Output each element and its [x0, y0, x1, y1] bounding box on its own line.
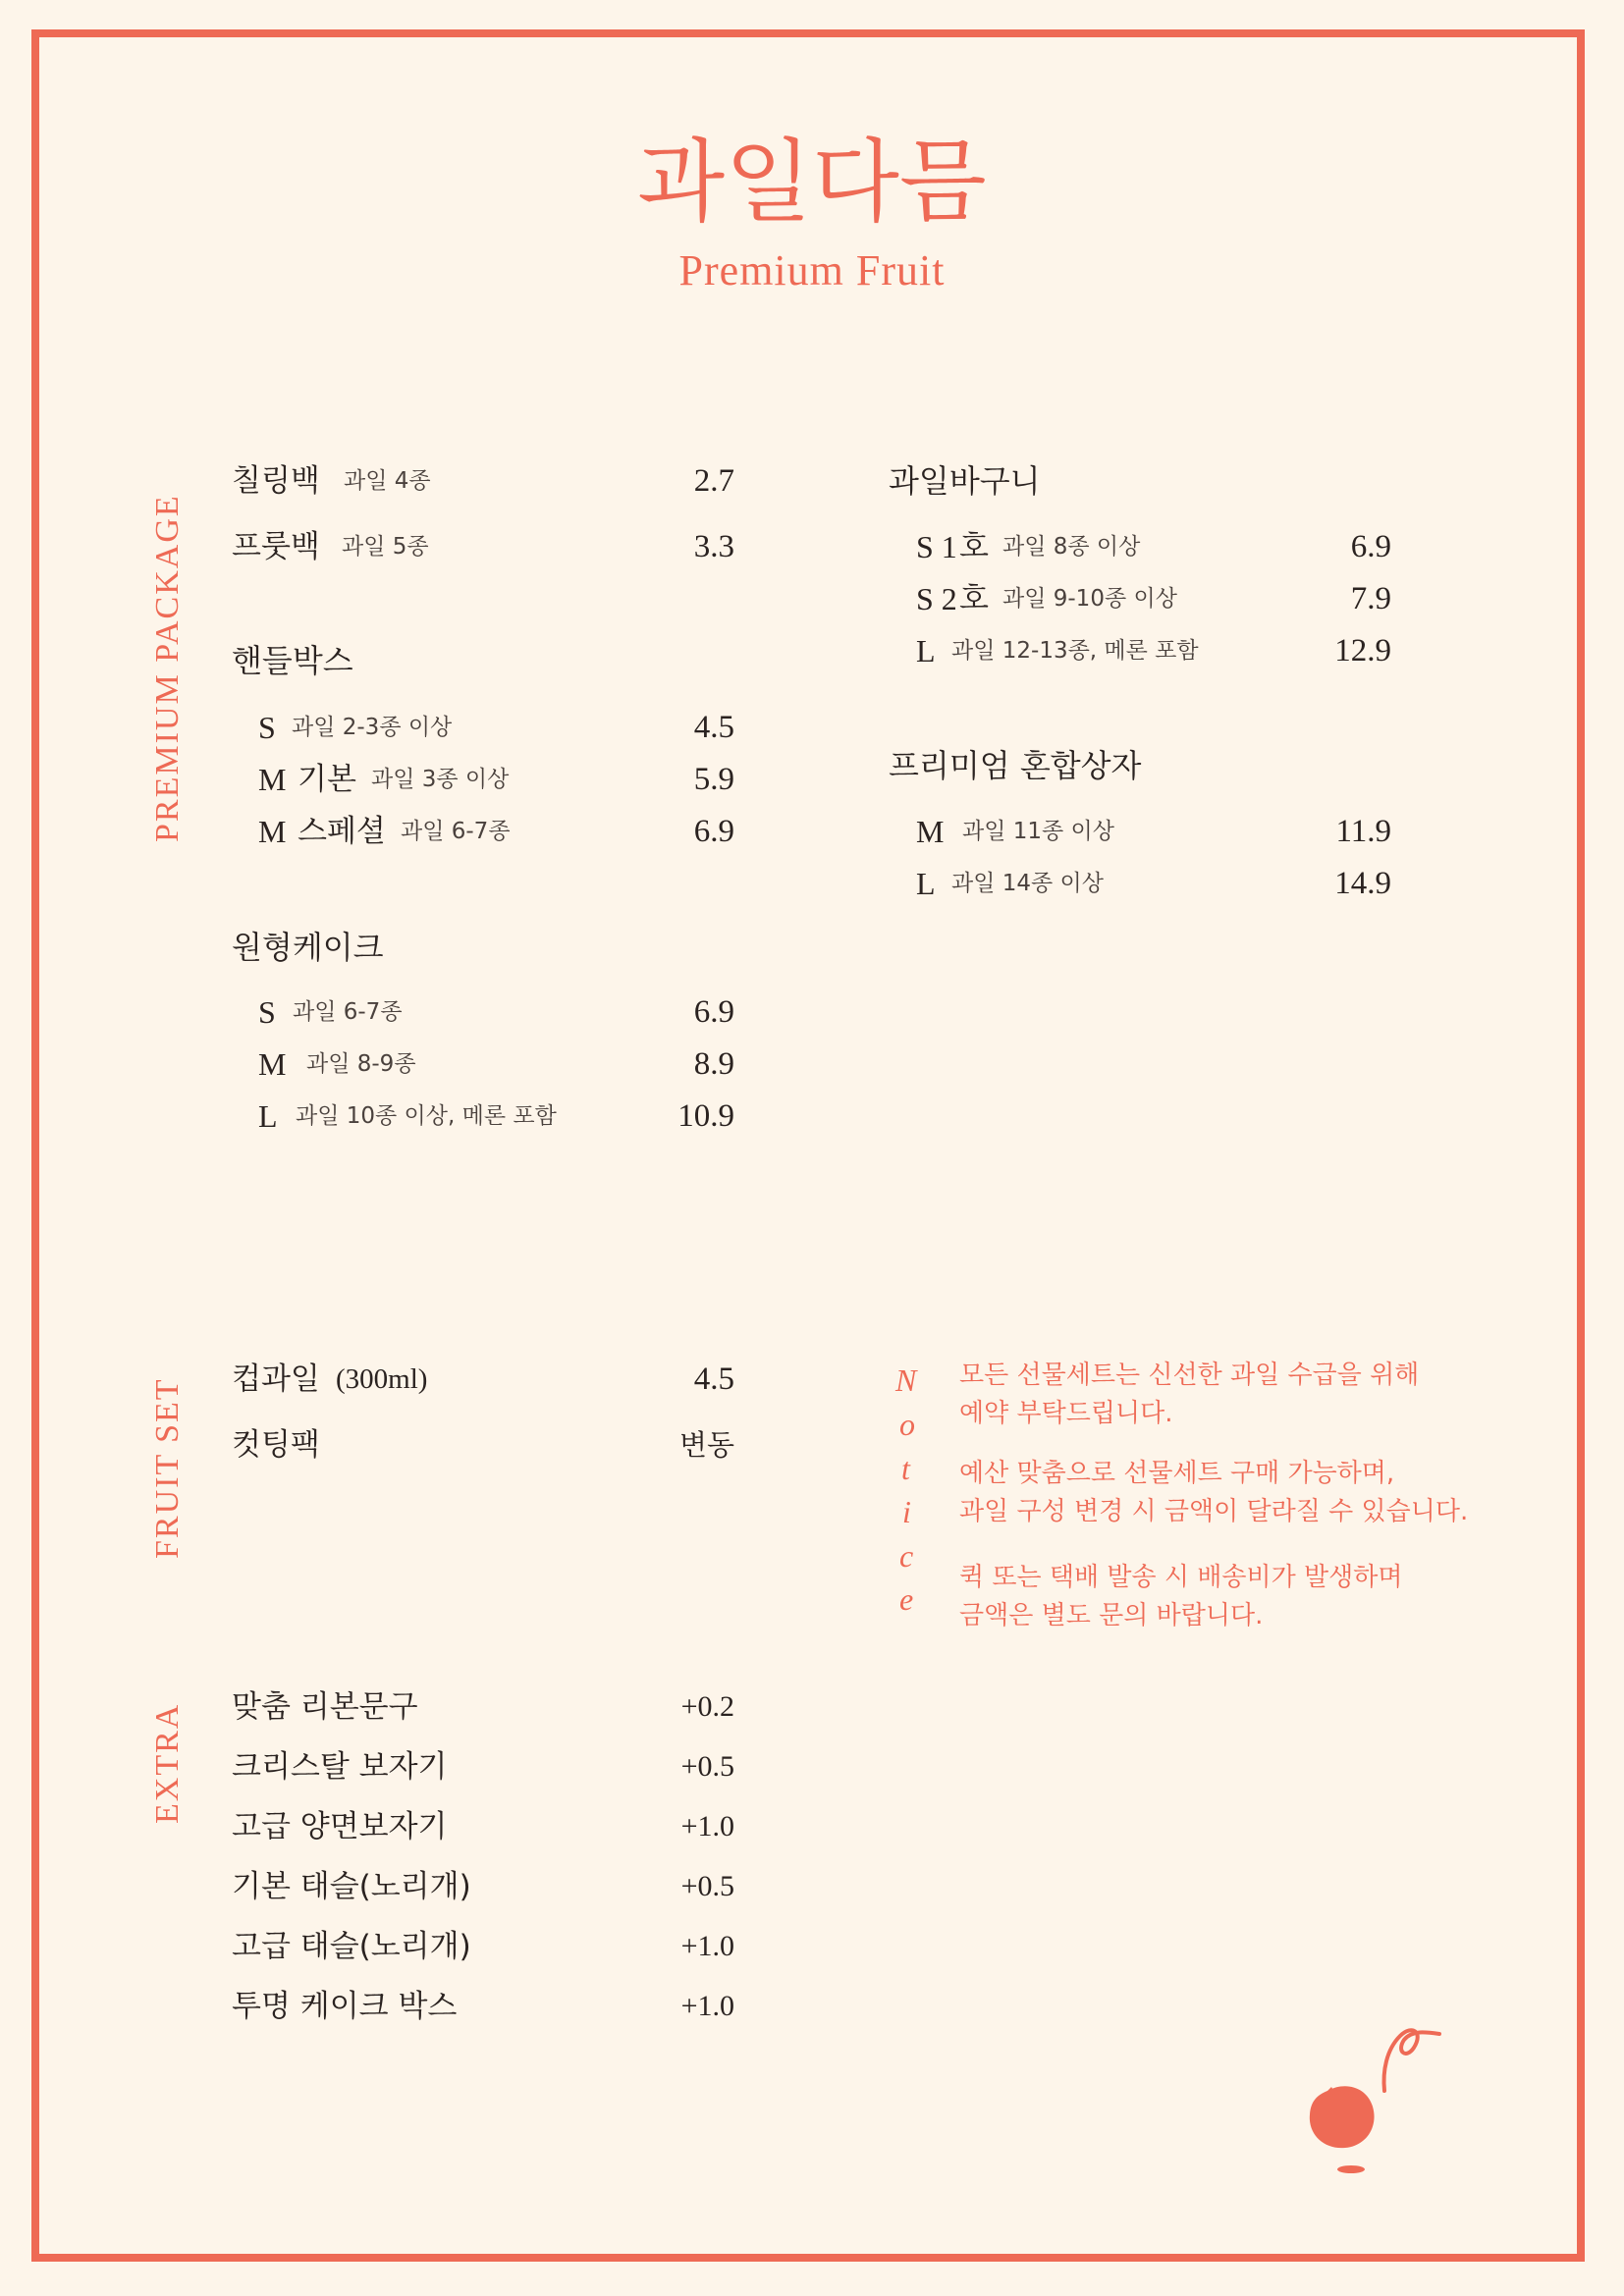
item-size: S — [258, 994, 276, 1030]
extra-item — [232, 1742, 734, 1791]
item-name: 프룻백 — [232, 529, 320, 564]
item-price: 2.7 — [693, 463, 734, 499]
group-title-fruit-basket: 과일바구니 — [889, 462, 1041, 500]
item-price: 4.5 — [693, 710, 734, 745]
menu-item-cake-m — [258, 1040, 734, 1089]
item-price: 4.5 — [693, 1362, 734, 1397]
item-name: 컵과일 — [232, 1362, 320, 1397]
item-size: M — [258, 762, 287, 797]
item-price: 6.9 — [693, 994, 734, 1030]
notice-letter: e — [899, 1581, 914, 1617]
item-price: 3.3 — [693, 529, 734, 564]
item-price: 변동 — [678, 1428, 734, 1462]
section-label-premium: PREMIUM PACKAGE — [149, 494, 186, 842]
item-price: 10.9 — [677, 1098, 734, 1134]
item-price: 11.9 — [1335, 814, 1391, 849]
item-price: 12.9 — [1334, 633, 1391, 668]
item-name: 칠링백 — [232, 463, 320, 499]
menu-item-basket-l — [916, 626, 1391, 675]
item-price: 6.9 — [693, 814, 734, 849]
item-name: 컷팅팩 — [232, 1427, 320, 1463]
item-price: 6.9 — [1350, 529, 1391, 564]
item-size-label: 기본 — [298, 762, 356, 797]
item-price: +1.0 — [680, 1810, 734, 1842]
item-desc: 과일 8-9종 — [306, 1051, 416, 1077]
extra-item — [232, 1982, 734, 2031]
menu-item-mixed-m — [916, 807, 1391, 856]
item-price: +0.5 — [680, 1870, 734, 1902]
item-size: M — [916, 814, 945, 849]
item-desc: 과일 6-7종 — [293, 999, 403, 1025]
notice-letter: t — [901, 1451, 910, 1486]
extra-item — [232, 1802, 734, 1851]
item-size-label: 호 — [959, 529, 989, 564]
item-size: L — [916, 866, 936, 901]
item-size: M — [258, 1046, 287, 1082]
item-name: 투명 케이크 박스 — [232, 1989, 458, 2024]
notice-text: 모든 선물세트는 신선한 과일 수급을 위해 — [959, 1361, 1420, 1390]
menu-item-basket-s2 — [916, 574, 1391, 623]
item-price: +0.2 — [680, 1690, 734, 1723]
item-name: 기본 태슬(노리개) — [232, 1869, 471, 1904]
notice-text: 금액은 별도 문의 바랍니다. — [959, 1601, 1264, 1630]
item-price: 7.9 — [1350, 581, 1391, 616]
brand-title: 과일다믐 — [637, 130, 987, 235]
item-size: S 1 — [916, 529, 957, 564]
extra-item — [232, 1922, 734, 1971]
group-title-premium-mixed-box: 프리미엄 혼합상자 — [889, 747, 1142, 784]
item-desc: 과일 8종 이상 — [1002, 534, 1141, 560]
item-price: +0.5 — [680, 1750, 734, 1783]
group-title-round-cake: 원형케이크 — [232, 929, 384, 966]
item-desc: 과일 3종 이상 — [371, 767, 510, 792]
item-name: 고급 양면보자기 — [232, 1809, 448, 1844]
item-price: +1.0 — [680, 1990, 734, 2022]
item-desc: 과일 5종 — [342, 534, 429, 560]
item-desc: 과일 12-13종, 메론 포함 — [951, 638, 1199, 664]
menu-item-mixed-l — [916, 859, 1391, 908]
item-name: 크리스탈 보자기 — [232, 1749, 448, 1785]
menu-item-cup-fruit — [232, 1355, 734, 1404]
extra-item — [232, 1682, 734, 1732]
item-desc: 과일 4종 — [344, 468, 431, 494]
item-desc: 과일 6-7종 — [401, 819, 511, 844]
menu-item-cutting-pack — [232, 1420, 734, 1469]
item-price: +1.0 — [680, 1930, 734, 1962]
item-size: M — [258, 814, 287, 849]
brand-subtitle: Premium Fruit — [678, 246, 946, 294]
group-title-handle-box: 핸들박스 — [232, 642, 353, 679]
menu-item-handle-m-basic — [258, 755, 734, 804]
menu-item-fruit-bag — [232, 522, 734, 571]
item-volume: (300ml) — [336, 1363, 428, 1395]
item-desc: 과일 14종 이상 — [951, 871, 1104, 896]
notice-text: 예약 부탁드립니다. — [959, 1399, 1173, 1428]
item-desc: 과일 11종 이상 — [962, 819, 1114, 844]
menu-item-chilling-bag — [232, 456, 734, 506]
menu-item-basket-s1 — [916, 522, 1391, 571]
menu-item-cake-l — [258, 1092, 734, 1141]
item-desc: 과일 9-10종 이상 — [1002, 586, 1177, 612]
notice-letter: c — [899, 1538, 914, 1574]
notice-letter: N — [895, 1362, 917, 1398]
notice-letter: i — [902, 1494, 911, 1529]
section-label-extra: EXTRA — [149, 1702, 186, 1824]
section-label-fruitset: FRUIT SET — [149, 1377, 186, 1559]
item-size-label: 호 — [959, 581, 989, 616]
notice-letter: o — [899, 1407, 915, 1442]
item-name: 맞춤 리본문구 — [232, 1689, 418, 1725]
item-size-label: 스페셜 — [298, 814, 386, 849]
notice-text: 예산 맞춤으로 선물세트 구매 가능하며, — [959, 1459, 1395, 1488]
item-desc: 과일 10종 이상, 메론 포함 — [296, 1103, 557, 1129]
menu-item-handle-m-special — [258, 807, 734, 856]
menu-item-cake-s — [258, 988, 734, 1037]
item-size: S — [258, 710, 276, 745]
extra-item — [232, 1862, 734, 1911]
item-price: 14.9 — [1334, 866, 1391, 901]
item-size: L — [916, 633, 936, 668]
item-size: S 2 — [916, 581, 957, 616]
fruit-illustration-icon — [1276, 2012, 1463, 2189]
item-price: 8.9 — [693, 1046, 734, 1082]
item-name: 고급 태슬(노리개) — [232, 1929, 471, 1964]
item-desc: 과일 2-3종 이상 — [292, 715, 453, 740]
notice-text: 퀵 또는 택배 발송 시 배송비가 발생하며 — [959, 1563, 1403, 1592]
notice-text: 과일 구성 변경 시 금액이 달라질 수 있습니다. — [959, 1497, 1469, 1526]
item-price: 5.9 — [693, 762, 734, 797]
item-size: L — [258, 1098, 278, 1134]
menu-item-handle-s — [258, 703, 734, 752]
